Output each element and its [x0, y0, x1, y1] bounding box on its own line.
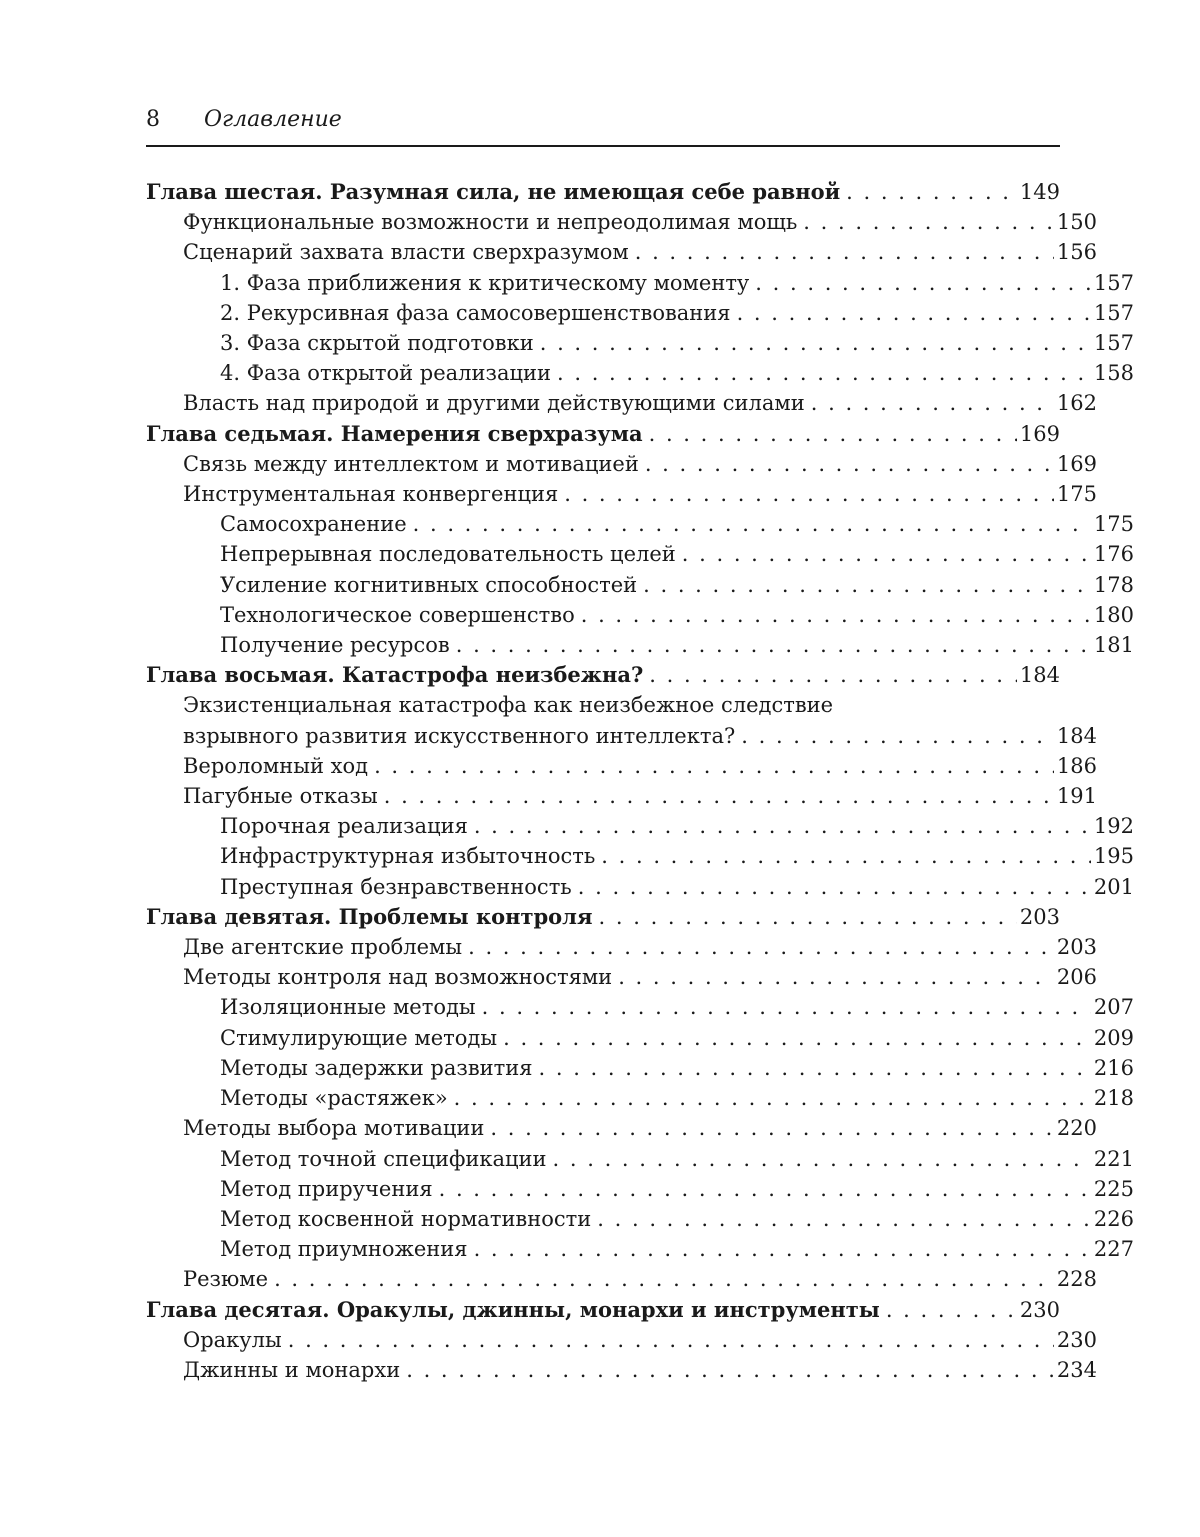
dot-leader	[599, 902, 1017, 932]
dot-leader	[635, 237, 1054, 267]
toc-entry-page: 181	[1093, 633, 1134, 658]
dot-leader	[578, 872, 1091, 902]
toc-entry-page: 221	[1093, 1146, 1134, 1171]
toc-entry-title: Связь между интеллектом и мотивацией	[183, 451, 639, 476]
toc-entry-page: 157	[1093, 270, 1134, 295]
page-number: 8	[146, 107, 160, 132]
dot-leader	[741, 721, 1054, 751]
toc-entry-title: Глава восьмая. Катастрофа неизбежна?	[146, 662, 644, 688]
dot-leader	[553, 1144, 1091, 1174]
toc-subsection-entry	[146, 1174, 1134, 1204]
toc-entry-title: Инфраструктурная избыточность	[220, 844, 596, 869]
toc-entry-page: 203	[1056, 935, 1097, 960]
toc-entry-title: Преступная безнравственность	[220, 874, 572, 899]
toc-section-entry	[146, 388, 1097, 418]
toc-entry-title: Глава шестая. Разумная сила, не имеющая себе равной	[146, 179, 841, 204]
dot-leader	[649, 419, 1017, 449]
dot-leader	[374, 751, 1054, 781]
toc-entry-page: 192	[1093, 814, 1134, 839]
dot-leader	[755, 268, 1091, 298]
toc-entry-page: 176	[1093, 542, 1134, 567]
dot-leader	[474, 811, 1091, 841]
dot-leader	[811, 388, 1054, 418]
dot-leader	[406, 1355, 1054, 1385]
header-rule	[146, 145, 1060, 147]
toc-entry-page: 169	[1019, 421, 1060, 446]
toc-entry-page: 207	[1093, 995, 1134, 1020]
dot-leader	[540, 328, 1091, 358]
toc-subsection-entry	[146, 811, 1134, 841]
toc-entry-page: 228	[1056, 1267, 1097, 1292]
toc-entry-title: 1. Фаза приближения к критическому моменту	[220, 270, 750, 295]
toc-section-entry	[146, 751, 1097, 781]
toc-entry-title: Глава десятая. Оракулы, джинны, монархи и инструменты	[146, 1296, 880, 1322]
toc-entry-title: Методы «растяжек»	[220, 1086, 448, 1111]
toc-entry-title: Оракулы	[183, 1327, 282, 1352]
toc-entry-title: Инструментальная конвергенция	[183, 482, 559, 507]
toc-subsection-entry	[146, 358, 1134, 388]
toc-entry-page: 195	[1093, 844, 1134, 869]
toc-entry-page: 203	[1019, 904, 1060, 929]
toc-section-entry	[146, 1113, 1097, 1143]
toc-entry-title: Стимулирующие методы	[220, 1025, 498, 1050]
toc-section-entry	[146, 721, 1097, 751]
toc-entry-title: Экзистенциальная катастрофа как неизбежное следствие	[183, 693, 834, 718]
toc-subsection-entry	[146, 509, 1134, 539]
toc-entry-title: Порочная реализация	[220, 814, 468, 839]
dot-leader	[601, 841, 1091, 871]
toc-entry-title: Глава девятая. Проблемы контроля	[146, 903, 593, 929]
toc-entry-page: 156	[1056, 240, 1097, 265]
toc-entry-title: Методы контроля над возможностями	[183, 965, 613, 990]
toc-entry-page: 157	[1093, 331, 1134, 356]
toc-subsection-entry	[146, 1023, 1134, 1053]
dot-leader	[482, 992, 1091, 1022]
dot-leader	[737, 298, 1091, 328]
toc-section-entry	[146, 1355, 1097, 1385]
toc-entry-page: 150	[1056, 210, 1097, 235]
toc-entry-page: 191	[1056, 784, 1097, 809]
toc-entry-page: 186	[1056, 753, 1097, 778]
toc-section-entry	[146, 237, 1097, 267]
toc-section-entry	[146, 479, 1097, 509]
toc-chapter-entry	[146, 1295, 1060, 1325]
toc-entry-title: Изоляционные методы	[220, 995, 476, 1020]
toc-entry-title: Усиление когнитивных способностей	[220, 572, 638, 597]
toc-entry-page: 178	[1093, 572, 1134, 597]
running-head	[146, 104, 1060, 136]
dot-leader	[454, 1083, 1091, 1113]
toc-subsection-entry	[146, 841, 1134, 871]
toc-entry-page: 230	[1056, 1327, 1097, 1352]
section-title: Оглавление	[204, 107, 342, 132]
toc-entry-page: 157	[1093, 300, 1134, 325]
toc-entry-page: 149	[1019, 180, 1060, 204]
toc-entry-title: Власть над природой и другими действующими силами	[183, 391, 805, 416]
toc-entry-title: Две агентские проблемы	[183, 935, 463, 960]
toc-subsection-entry	[146, 872, 1134, 902]
toc-entry-title: Непрерывная последовательность целей	[220, 542, 676, 567]
toc-entry-title: Получение ресурсов	[220, 633, 450, 658]
toc-entry-page: 184	[1056, 723, 1097, 748]
toc-subsection-entry	[146, 992, 1134, 1022]
toc-entry-page: 216	[1093, 1055, 1134, 1080]
dot-leader	[456, 630, 1091, 660]
toc-subsection-entry	[146, 1144, 1134, 1174]
toc-entry-title: Вероломный ход	[183, 753, 369, 778]
toc-chapter-entry	[146, 660, 1060, 690]
toc-chapter-entry	[146, 902, 1060, 932]
toc-subsection-entry	[146, 570, 1134, 600]
dot-leader	[682, 539, 1091, 569]
dot-leader	[886, 1295, 1017, 1325]
dot-leader	[649, 660, 1017, 690]
toc-entry-title: Метод приручения	[220, 1176, 433, 1201]
toc-entry-title: 4. Фаза открытой реализации	[220, 361, 551, 386]
toc-entry-title: Методы задержки развития	[220, 1055, 533, 1080]
toc-entry-title: Сценарий захвата власти сверхразумом	[183, 240, 629, 265]
toc-entry-title: Технологическое совершенство	[220, 602, 575, 627]
dot-leader	[846, 177, 1017, 207]
toc-subsection-entry	[146, 630, 1134, 660]
toc-section-entry	[146, 449, 1097, 479]
toc-entry-page: 184	[1019, 663, 1060, 688]
dot-leader	[597, 1204, 1091, 1234]
toc-entry-page: 218	[1093, 1086, 1134, 1111]
toc-section-entry	[146, 1325, 1097, 1355]
toc-entry-page: 175	[1093, 512, 1134, 537]
dot-leader	[474, 1234, 1091, 1264]
dot-leader	[564, 479, 1054, 509]
toc-subsection-entry	[146, 268, 1134, 298]
dot-leader	[384, 781, 1054, 811]
dot-leader	[288, 1325, 1054, 1355]
toc-entry-title: Метод косвенной нормативности	[220, 1206, 592, 1231]
toc-entry-page: 158	[1093, 361, 1134, 386]
toc-subsection-entry	[146, 600, 1134, 630]
dot-leader	[803, 207, 1054, 237]
toc-subsection-entry	[146, 1083, 1134, 1113]
toc-chapter-entry	[146, 419, 1060, 449]
toc-section-entry	[146, 781, 1097, 811]
toc-entry-title: Пагубные отказы	[183, 784, 378, 809]
toc-entry-page: 162	[1056, 391, 1097, 416]
toc-entry-page: 201	[1093, 874, 1134, 899]
toc-entry-title: Метод точной спецификации	[220, 1146, 547, 1171]
toc-section-entry	[146, 690, 1097, 720]
toc-entry-title: Метод приумножения	[220, 1237, 468, 1262]
toc-entry-title: 2. Рекурсивная фаза самосовершенствования	[220, 300, 731, 325]
toc-entry-title: Глава седьмая. Намерения сверхразума	[146, 420, 643, 446]
dot-leader	[468, 932, 1054, 962]
toc-subsection-entry	[146, 328, 1134, 358]
toc-entry-title: Самосохранение	[220, 512, 407, 537]
toc-entry-title: Методы выбора мотивации	[183, 1116, 485, 1141]
toc-subsection-entry	[146, 1234, 1134, 1264]
dot-leader	[490, 1113, 1054, 1143]
toc-section-entry	[146, 932, 1097, 962]
dot-leader	[274, 1264, 1054, 1294]
dot-leader	[439, 1174, 1091, 1204]
toc-entry-title: Функциональные возможности и непреодолимая мощь	[183, 210, 798, 235]
toc-subsection-entry	[146, 1204, 1134, 1234]
toc-subsection-entry	[146, 539, 1134, 569]
dot-leader	[618, 962, 1054, 992]
toc-entry-page: 175	[1056, 482, 1097, 507]
toc-entry-page: 169	[1056, 451, 1097, 476]
toc-chapter-entry	[146, 177, 1060, 207]
toc-entry-title: Резюме	[183, 1267, 269, 1292]
toc-entry-title: 3. Фаза скрытой подготовки	[220, 331, 534, 356]
dot-leader	[539, 1053, 1091, 1083]
toc-subsection-entry	[146, 298, 1134, 328]
dot-leader	[645, 449, 1054, 479]
toc-entry-title: Джинны и монархи	[183, 1357, 401, 1382]
toc-entry-page: 220	[1056, 1116, 1097, 1141]
dot-leader	[643, 570, 1091, 600]
toc-entry-page: 234	[1056, 1357, 1097, 1382]
toc-entry-page: 226	[1093, 1206, 1134, 1231]
table-of-contents	[146, 177, 1134, 1385]
toc-section-entry	[146, 1264, 1097, 1294]
dot-leader	[503, 1023, 1091, 1053]
dot-leader	[413, 509, 1091, 539]
toc-entry-page: 206	[1056, 965, 1097, 990]
toc-entry-page: 230	[1019, 1297, 1060, 1322]
dot-leader	[557, 358, 1091, 388]
toc-subsection-entry	[146, 1053, 1134, 1083]
dot-leader	[581, 600, 1091, 630]
toc-section-entry	[146, 962, 1097, 992]
toc-entry-page: 209	[1093, 1025, 1134, 1050]
toc-entry-page: 225	[1093, 1176, 1134, 1201]
toc-section-entry	[146, 207, 1097, 237]
toc-entry-page: 227	[1093, 1237, 1134, 1262]
toc-entry-page: 180	[1093, 602, 1134, 627]
toc-entry-title: взрывного развития искусственного интеллекта?	[183, 723, 736, 748]
